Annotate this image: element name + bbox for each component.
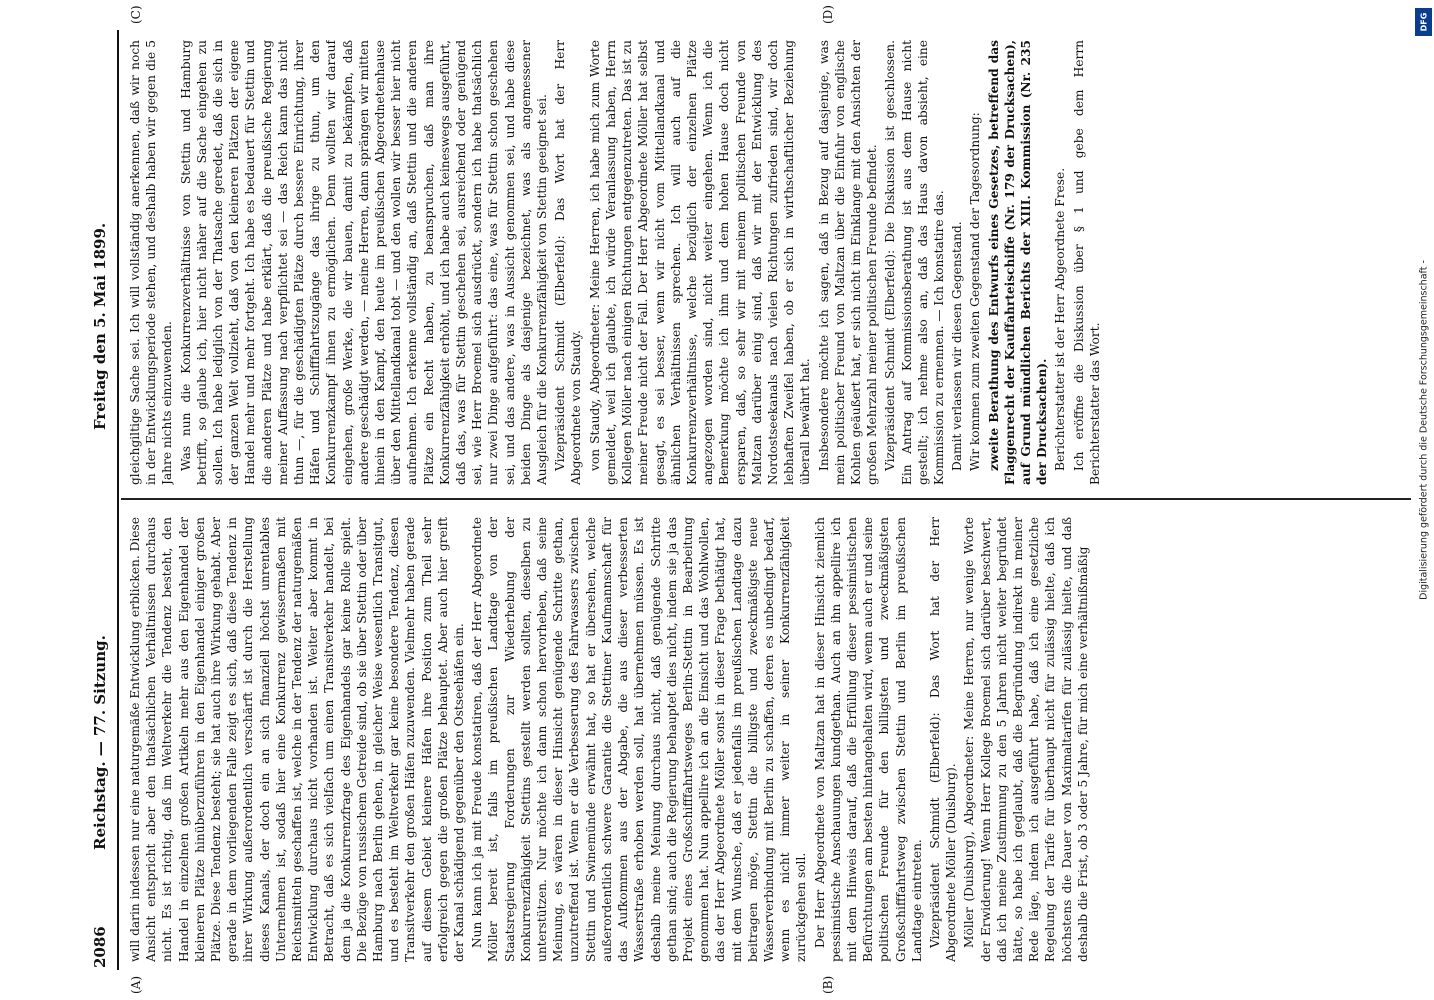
page-number: 2086 [91, 926, 109, 968]
header-rule [117, 30, 119, 970]
margin-marker-c: (C) [129, 5, 143, 24]
right-text-column [127, 40, 1407, 485]
margin-marker-b: (B) [821, 975, 835, 994]
paragraph: Vizepräsident Schmidt (Elberfeld): Das Wort hat der Herr Abgeordnete von Staudy. [553, 40, 584, 485]
margin-marker-a: (A) [129, 975, 143, 994]
paragraph: Vizepräsident Schmidt (Elberfeld): Das Wort hat der Herr Abgeordnete Möller (Duisburg). [927, 517, 959, 962]
margin-marker-d: (D) [821, 5, 835, 24]
column-divider [121, 499, 1411, 501]
header-right-title: Freitag den 5. Mai 1899. [91, 222, 109, 430]
paragraph: Insbesondere möchte ich sagen, daß in Bezug auf dasjenige, was mein politischer Freund von Maltzan über die Einfuhr von englische Kohlen geäußert hat, er sich nicht im Einklange mit den Ansichten der großen Mehrzahl meiner politischen Freunde befindet. [816, 40, 880, 485]
header-left-title: Reichstag. — 77. Sitzung. [91, 635, 109, 850]
paragraph: Was nun die Konkurrenzverhältnisse von Stettin und Hamburg betrifft, so glaube ich, hier nicht näher auf die Sache eingehen zu sollen. Ich habe lediglich von der Thatsache geredet, daß die sich in der ganzen Welt vollzieht, daß von den kleineren Plätzen der eigene Handel mehr und mehr fortgeht. Ich habe es bedauert für Stettin und die anderen Plätze und habe erklärt, daß die preußische Regierung meiner Auffassung nach verpflichtet sei — das Reich kann das nicht thun —, für die geschädigten Plätze durch bessere Einrichtung, ihrer Häfen und Schifffahrtszugänge das ihrige zu thun, um den Konkurrenzkampf ihnen zu ermöglichen. Denn wollten wir darauf eingehen, große Werke, die wir bauen, damit zu bekämpfen, daß andere geschädigt werden, — meine Herren, dann sprängen wir mitten hinein in den Kampf, den heute im preußischen Abgeordnetenhause über den Mittellandkanal tobt — und den wollen wir besser hier nicht aufnehmen. Ich erkenne vollständig an, daß Stettin und die anderen Plätze ein Recht haben, zu beanspruchen, daß man ihre Konkurrenzfähigkeit erhöht, und ich habe auch keineswegs ausgeführt, daß das, was für Stettin geschehen sei, ausreichend oder genügend sei, wie Herr Broemel sich ausdrückt, sondern ich habe thatsächlich nur zwei Dinge aufgeführt: das eine, was für Stettin schon geschehen sei, und das andere, was in Aussicht genommen sei, und habe diese beiden Dinge als dasjenige bezeichnet, was als angemessener Ausgleich für die Konkurrenzfähigkeit von Stettin geeignet sei. [178, 40, 550, 485]
page-header [85, 30, 115, 970]
agenda-item: zweite Berathung des Entwurfs eines Gesetzes, betreffend das Flaggenrecht der Kauffahrteischiffe (Nr. 179 der Drucksachen), auf Grund mündlichen Berichts der XIII. Kommission (Nr. 235 der Drucksachen). [986, 40, 1050, 485]
paragraph: Nun kann ich ja mit Freude konstatiren, daß der Herr Abgeordnete Möller bereit ist, falls im preußischen Landtage von der Staatsregierung Forderungen zur Wiederhebung der Konkurrenzfähigkeit Stettins gestellt werden sollten, dieselben zu unterstützen. Nur möchte ich dann schon hervorheben, daß seine Meinung, es wären in dieser Hinsicht genügende Schritte gethan, unzutreffend ist. Wenn er die Verbesserung des Fahrwassers zwischen Stettin und Swinemünde erwähnt hat, so hat er übersehen, welche außerordentlich schwere Garantie die Stettiner Kaufmannschaft für das Aufkommen aus der Abgabe, die aus dieser verbesserten Wasserstraße erhoben werden soll, hat übernehmen müssen. Es ist deshalb meine Meinung durchaus nicht, daß genügende Schritte gethan sind; auch die Regierung behauptet dies nicht, indem sie ja das Projekt eines Großschifffahrtsweges Berlin-Stettin in Bearbeitung genommen hat. Nun appellire ich an die Einsicht und das Wohlwollen, das der Herr Abgeordnete Möller sonst in dieser Frage bethätigt hat, mit dem Wunsche, daß er jedenfalls im preußischen Landtage dazu beitragen möge, Stettin die billigste und zweckmäßigste neue Wasserverbindung mit Berlin zu schaffen, deren es unbedingt bedarf, wenn es nicht immer weiter in seiner Konkurrenzfähigkeit zurückgehen soll. [470, 517, 809, 962]
digitization-credit: Digitalisierung gefördert durch die Deutsche Forschungsgemeinschaft - [1418, 260, 1430, 600]
paragraph: von Staudy, Abgeordneter: Meine Herren, ich habe mich zum Worte gemeldet, weil ich glaubte, ich würde Veranlassung haben, Herrn Kollegen Möller nach einigen Richtungen entgegenzutreten. Das ist zu meiner Freude nicht der Fall. Der Herr Abgeordnete Möller hat selbst gesagt, es sei besser, wenn wir nicht vom Mittellandkanal und ähnlichen Verhältnissen sprechen. Ich will auch auf die Konkurrenzverhältnisse, welche bezüglich der einzelnen Plätze angezogen worden sind, nicht weiter eingehen. Wenn ich die Bemerkung möchte ich ihm und dem hohen Hause doch nicht ersparen, daß, so sehr wir mit meinem politischen Freunde von Maltzan darüber einig sind, daß wir mit der Entwicklung des Nordostseekanals nach vielen Richtungen zufrieden sind, wir doch lebhaften Zweifel haben, ob er sich in wirthschaftlicher Beziehung überall bewährt hat. [587, 40, 813, 485]
dfg-logo: DFG [1415, 8, 1432, 36]
paragraph: will darin indessen nur eine naturgemäße Entwicklung erblicken. Diese Ansicht entspricht aber den thatsächlichen Verhältnissen durchaus nicht. Es ist richtig, daß im Weltverkehr die Tendenz besteht, den Handel in einzelnen großen Artikeln mehr aus den Eigenhandel der kleineren Plätze hinüberzuführen in den Eigenhandel einiger großen Plätze. Diese Tendenz besteht; sie hat auch ihre Wirkung gehabt. Aber gerade in dem vorliegenden Falle zeigt es sich, daß diese Tendenz in ihrer Wirkung außerordentlich verschärft ist durch die Herstellung dieses Kanals, der doch ein an sich finanziell höchst unrentables Unternehmen ist, sodaß hier eine Konkurrenz gewissermaßen mit Reichsmitteln geschaffen ist, welche in der Tendenz der naturgemäßen Entwicklung durchaus nicht vorhanden ist. Weiter aber kommt in Betracht, daß es sich vielfach um einen Transitverkehr handelt, bei dem ja die Konkurrenzfrage des Eigenhandels gar keine Rolle spielt. Die Bezüge von russischem Getreide sind, ob sie über Stettin oder über Hamburg nach Berlin gehen, in gleicher Weise wesentlich Transitgut, und es besteht im Weltverkehr gar keine besondere Tendenz, diesen Transitverkehr den großen Häfen zuzuwenden. Vielmehr haben gerade auf diesem Gebiet kleinere Häfen ihre Position zum Theil sehr erfolgreich gegen die großen Plätze behauptet. Aber auch hier greift der Kanal schädigend gegenüber den Ostseehäfen ein. [128, 517, 467, 962]
paragraph: Wir kommen zum zweiten Gegenstand der Tagesordnung: [968, 112, 983, 471]
paragraph: Damit verlassen wir diesen Gegenstand. [950, 221, 965, 471]
paragraph: Der Herr Abgeordnete von Maltzan hat in dieser Hinsicht ziemlich pessimistische Anschauungen kundgethan. Auch an ihn appellire ich mit dem Hinweis darauf, daß die Erfüllung dieser pessimistischen Befürchtungen am besten hintangehalten wird, wenn auch er und seine politischen Freunde für den billigsten und zweckmäßigsten Großschifffahrtsweg zwischen Stettin und Berlin im preußischen Landtage eintreten. [812, 517, 924, 962]
left-text-column [127, 517, 1407, 962]
newspaper-page [85, 5, 1415, 994]
paragraph: Berichterstatter ist der Herr Abgeordnete Frese. [1053, 167, 1068, 471]
paragraph: Vizepräsident Schmidt (Elberfeld): Die Diskussion ist geschlossen. Ein Antrag auf Kommissionsberathung ist aus dem Hause nicht gestellt; ich nehme also an, daß das Haus davon absieht, eine Kommission zu ernennen. — Ich konstatire das. [883, 40, 946, 485]
paragraph: gleichgiltige Sache sei. Ich will vollständig anerkennen, daß wir noch in der Entwicklungsperiode stehen, und deshalb haben wir gegen die 5 Jahre nichts einzuwenden. [128, 40, 175, 485]
paragraph: Ich eröffne die Diskussion über § 1 und gebe dem Herrn Berichterstatter das Wort. [1071, 40, 1102, 485]
paragraph: Möller (Duisburg), Abgeordneter: Meine Herren, nur wenige Worte der Erwiderung! Wenn Herr Kollege Broemel sich darüber beschwert, daß ich meine Zustimmung zu den 5 Jahren nicht weiter begründet hätte, so habe ich geglaubt, daß die Begründung indirekt in meiner Rede läge, indem ich ausgeführt habe, daß ich eine gesetzliche Regelung der Tarife für überhaupt nicht für zulässig hielte, daß ich höchstens die Dauer von Maximaltarifen für zulässig hielte, und daß deshalb die Frist, ob 3 oder 5 Jahre, für mich eine verhältnißmäßig [962, 517, 1090, 962]
